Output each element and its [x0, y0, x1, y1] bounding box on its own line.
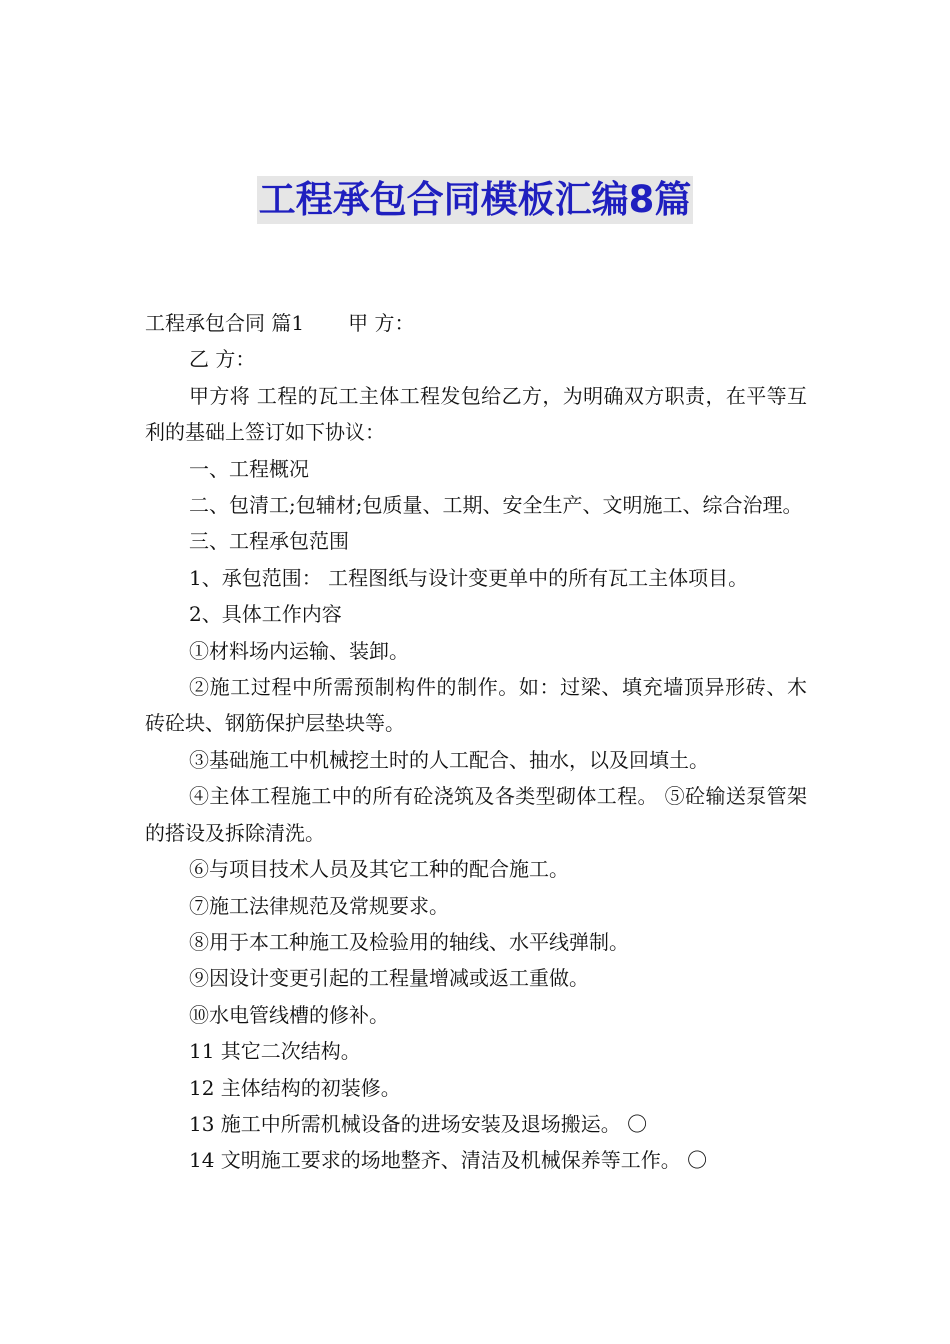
party-a-label: 甲 方： [348, 311, 415, 335]
scope-item-2: 2、具体工作内容 [189, 602, 342, 627]
work-item-6: ⑥与项目技术人员及其它工种的配合施工。 [189, 857, 569, 882]
work-item-9: ⑨因设计变更引起的工程量增减或返工重做。 [189, 966, 589, 991]
first-line [145, 305, 807, 341]
paragraph-intro: 甲方将 工程的瓦工主体工程发包给乙方，为明确双方职责，在平等互利的基础上签订如下协议： [145, 383, 807, 445]
section-3-heading: 三、工程承包范围 [189, 529, 349, 554]
section-1-heading: 一、工程概况 [189, 456, 309, 481]
party-b-label: 乙 方： [189, 347, 256, 372]
section-2-text: 二、包清工;包辅材;包质量、工期、安全生产、文明施工、综合治理。 [189, 493, 803, 518]
work-item-2: ②施工过程中所需预制构件的制作。如：过梁、填充墙顶异形砖、木砖砼块、钢筋保护层垫块等。 [145, 675, 807, 736]
contract-heading: 工程承包合同 篇1 [145, 311, 305, 335]
work-item-7: ⑦施工法律规范及常规要求。 [189, 893, 449, 918]
work-item-10: ⑩水电管线槽的修补。 [189, 1002, 389, 1027]
work-item-11: 11 其它二次结构。 [189, 1039, 361, 1064]
scope-item-1: 1、承包范围： 工程图纸与设计变更单中的所有瓦工主体项目。 [189, 565, 749, 590]
document-title: 工程承包合同模板汇编8篇 [257, 176, 694, 224]
work-item-14: 14 文明施工要求的场地整齐、清洁及机械保养等工作。 〇 [189, 1148, 708, 1173]
work-item-4-5: ④主体工程施工中的所有砼浇筑及各类型砌体工程。 ⑤砼输送泵管架的搭设及拆除清洗。 [145, 784, 807, 845]
work-item-13: 13 施工中所需机械设备的进场安装及退场搬运。 〇 [189, 1111, 648, 1136]
work-item-8: ⑧用于本工种施工及检验用的轴线、水平线弹制。 [189, 929, 629, 954]
work-item-3: ③基础施工中机械挖土时的人工配合、抽水，以及回填土。 [189, 747, 709, 772]
work-item-1: ①材料场内运输、装卸。 [189, 638, 409, 663]
document-body [145, 305, 807, 1179]
title-container [0, 176, 950, 224]
work-item-12: 12 主体结构的初装修。 [189, 1075, 401, 1100]
